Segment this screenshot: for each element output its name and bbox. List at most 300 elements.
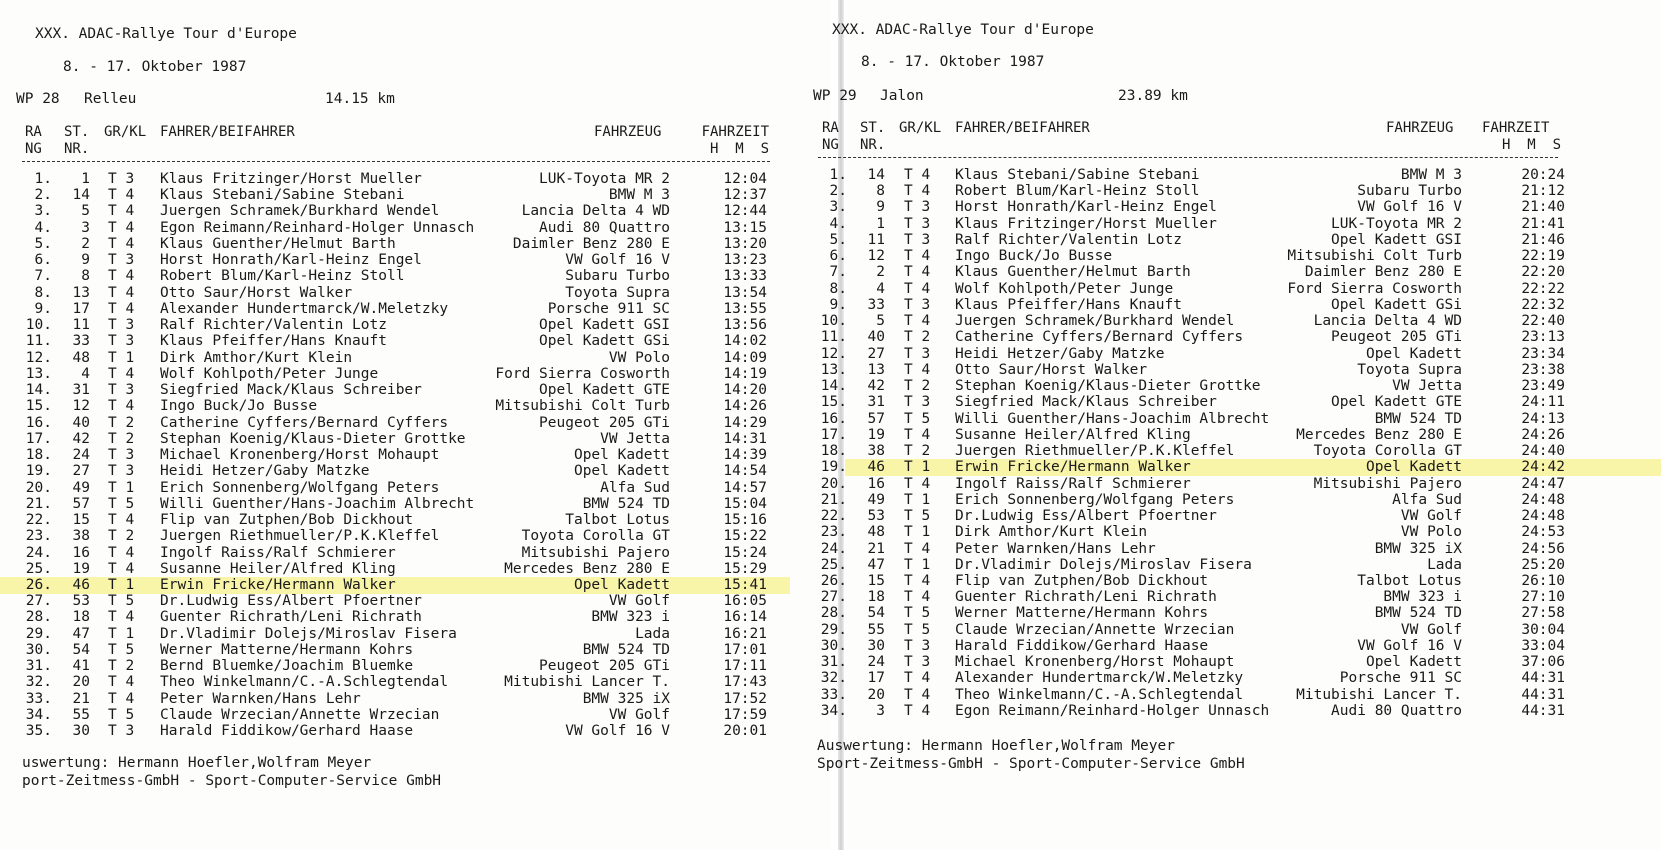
car-cell: Peugeot 205 GTi (539, 414, 670, 431)
table-row (820, 621, 1661, 639)
crew-cell: Otto Saur/Horst Walker (160, 284, 353, 301)
rank-cell: 9. (829, 296, 847, 313)
table-row (829, 183, 1661, 200)
start-number-cell: 48 (72, 349, 90, 366)
start-number-cell: 48 (867, 524, 885, 541)
crew-cell: Heidi Hetzer/Gaby Matzke (160, 463, 370, 480)
rank-cell: 12. (820, 345, 847, 362)
start-number-cell: 53 (867, 508, 885, 525)
crew-cell: Susanne Heiler/Alfred Kling (160, 560, 396, 577)
crew-cell: Flip van Zutphen/Bob Dickhout (160, 512, 414, 529)
start-number-cell: 11 (867, 231, 885, 248)
crew-cell: Dr.Ludwig Ess/Albert Pfoertner (955, 508, 1217, 525)
crew-cell: Theo Winkelmann/C.-A.Schlegtendal (160, 674, 449, 691)
time-cell: 14:26 (723, 398, 767, 415)
car-cell: Porsche 911 SC (547, 300, 670, 317)
table-row-highlighted (0, 577, 790, 594)
header-rule (818, 157, 1558, 158)
rank-cell: 25. (820, 556, 847, 573)
crew-cell: Dirk Amthor/Kurt Klein (955, 524, 1148, 541)
start-number-cell: 57 (867, 410, 885, 427)
car-cell: Mercedes Benz 280 E (1296, 426, 1462, 443)
crew-cell: Flip van Zutphen/Bob Dickhout (955, 573, 1209, 589)
time-cell: 14:39 (723, 447, 767, 464)
time-cell: 16:05 (723, 593, 767, 610)
time-cell: 22:40 (1521, 313, 1565, 330)
crew-cell: Willi Guenther/Hans-Joachim Albrecht (955, 410, 1270, 427)
rank-cell: 13. (820, 361, 847, 378)
crew-cell: Erich Sonnenberg/Wolfgang Peters (955, 491, 1235, 508)
rank-cell: 16. (820, 410, 847, 427)
group-class-cell: T 5 (904, 508, 931, 525)
time-cell: 15:16 (723, 512, 767, 529)
car-cell: BMW 524 TD (1374, 605, 1462, 622)
time-cell: 14:02 (723, 333, 767, 350)
group-class-cell: T 4 (108, 284, 135, 301)
car-cell: Toyota Supra (565, 284, 670, 301)
table-row (0, 431, 790, 448)
crew-cell: Klaus Pfeiffer/Hans Knauft (160, 333, 387, 350)
group-class-cell: T 4 (108, 560, 135, 577)
start-number-cell: 5 (876, 313, 885, 330)
group-class-cell: T 5 (108, 706, 135, 723)
rank-cell: 2. (34, 187, 52, 204)
group-class-cell: T 1 (108, 577, 135, 593)
rank-cell: 6. (34, 252, 52, 269)
group-class-cell: T 1 (904, 491, 931, 508)
table-row (829, 231, 1661, 249)
rank-cell: 16. (25, 414, 52, 431)
start-number-cell: 53 (72, 593, 90, 610)
start-number-cell: 9 (81, 252, 90, 269)
rank-cell: 17. (25, 430, 52, 447)
col-group-header: GR/KL (899, 120, 942, 136)
time-cell: 14:19 (723, 365, 767, 382)
crew-cell: Wolf Kohlpoth/Peter Junge (160, 365, 379, 382)
table-row (820, 329, 1661, 346)
col-car-header: FAHRZEUG (1386, 120, 1454, 136)
table-row (0, 707, 790, 724)
start-number-cell: 55 (72, 706, 90, 723)
stage-number: WP 28 (16, 91, 60, 107)
start-number-cell: 16 (72, 544, 90, 561)
time-cell: 24:48 (1521, 508, 1565, 525)
col-rank-header: RA NG (25, 124, 42, 157)
crew-cell: Robert Blum/Karl-Heinz Stoll (160, 268, 405, 285)
col-rank-header: RA NG (822, 120, 839, 153)
group-class-cell: T 1 (108, 479, 135, 496)
group-class-cell: T 2 (108, 658, 135, 675)
car-cell: Mercedes Benz 280 E (504, 560, 670, 577)
car-cell: BMW 323 i (591, 609, 670, 626)
crew-cell: Werner Matterne/Hermann Kohrs (160, 641, 414, 658)
rank-cell: 25. (25, 560, 52, 577)
group-class-cell: T 4 (904, 361, 931, 378)
event-dates: 8. - 17. Oktober 1987 (63, 59, 247, 75)
time-cell: 21:46 (1521, 231, 1565, 248)
group-class-cell: T 4 (108, 235, 135, 252)
time-cell: 44:31 (1521, 670, 1565, 687)
rank-cell: 32. (25, 674, 52, 691)
rank-cell: 22. (25, 512, 52, 529)
car-cell: VW Polo (1400, 524, 1462, 541)
car-cell: Opel Kadett (573, 463, 670, 480)
table-row (0, 285, 790, 302)
group-class-cell: T 1 (904, 524, 931, 541)
event-title: XXX. ADAC-Rallye Tour d'Europe (832, 22, 1094, 38)
table-row (0, 545, 790, 562)
time-cell: 13:56 (723, 317, 767, 334)
stage-number: WP 29 (813, 88, 857, 104)
start-number-cell: 27 (867, 345, 885, 362)
table-row (820, 524, 1661, 541)
car-cell: Subaru Turbo (565, 268, 670, 285)
start-number-cell: 24 (867, 654, 885, 671)
crew-cell: Otto Saur/Horst Walker (955, 361, 1148, 378)
table-row (0, 480, 790, 497)
group-class-cell: T 3 (904, 231, 931, 248)
start-number-cell: 3 (81, 219, 90, 236)
start-number-cell: 47 (867, 556, 885, 573)
group-class-cell: T 4 (904, 426, 931, 443)
group-class-cell: T 3 (904, 654, 931, 671)
car-cell: VW Golf 16 V (1357, 637, 1462, 654)
table-row (820, 556, 1661, 574)
car-cell: Opel Kadett GSi (1331, 296, 1462, 313)
time-cell: 30:04 (1521, 621, 1565, 638)
table-row (820, 702, 1661, 720)
crew-cell: Michael Kronenberg/Horst Mohaupt (160, 447, 440, 464)
time-cell: 13:15 (723, 219, 767, 236)
group-class-cell: T 3 (904, 199, 931, 216)
time-cell: 16:21 (723, 625, 767, 642)
start-number-cell: 42 (72, 430, 90, 447)
crew-cell: Catherine Cyffers/Bernard Cyffers (160, 414, 449, 431)
table-row (0, 398, 790, 415)
car-cell: Audi 80 Quattro (1331, 702, 1462, 719)
crew-cell: Robert Blum/Karl-Heinz Stoll (955, 183, 1200, 200)
start-number-cell: 12 (867, 248, 885, 265)
car-cell: Opel Kadett (573, 577, 670, 593)
rank-cell: 20. (820, 475, 847, 492)
start-number-cell: 19 (72, 560, 90, 577)
table-row (0, 252, 790, 269)
group-class-cell: T 3 (108, 447, 135, 464)
time-cell: 15:04 (723, 495, 767, 512)
rank-cell: 20. (25, 479, 52, 496)
table-row (0, 203, 790, 220)
table-row (829, 248, 1661, 265)
table-row (820, 410, 1661, 428)
time-cell: 12:44 (723, 203, 767, 220)
table-row (0, 609, 790, 626)
rank-cell: 19. (820, 459, 847, 476)
rank-cell: 23. (25, 528, 52, 545)
rank-cell: 26. (820, 573, 847, 589)
start-number-cell: 4 (876, 280, 885, 297)
rank-cell: 21. (820, 491, 847, 508)
table-row (820, 443, 1661, 460)
table-row (0, 512, 790, 529)
table-row (0, 366, 790, 383)
time-cell: 24:56 (1521, 540, 1565, 557)
rank-cell: 31. (820, 654, 847, 671)
table-row (829, 167, 1661, 184)
crew-cell: Peter Warnken/Hans Lehr (160, 690, 361, 707)
crew-cell: Klaus Pfeiffer/Hans Knauft (955, 296, 1182, 313)
car-cell: BMW 325 iX (582, 690, 670, 707)
rank-cell: 19. (25, 463, 52, 480)
start-number-cell: 33 (867, 296, 885, 313)
time-cell: 14:57 (723, 479, 767, 496)
group-class-cell: T 4 (904, 670, 931, 687)
crew-cell: Ingolf Raiss/Ralf Schmierer (955, 475, 1191, 492)
rank-cell: 9. (34, 300, 52, 317)
table-row (0, 317, 790, 334)
start-number-cell: 2 (876, 264, 885, 281)
group-class-cell: T 1 (108, 625, 135, 642)
start-number-cell: 19 (867, 426, 885, 443)
crew-cell: Juergen Schramek/Burkhard Wendel (160, 203, 440, 220)
group-class-cell: T 4 (108, 300, 135, 317)
car-cell: VW Golf 16 V (565, 723, 670, 740)
time-cell: 20:24 (1521, 167, 1565, 183)
group-class-cell: T 5 (904, 621, 931, 638)
start-number-cell: 5 (81, 203, 90, 220)
start-number-cell: 27 (72, 463, 90, 480)
car-cell: Opel Kadett (1365, 654, 1462, 671)
start-number-cell: 15 (72, 512, 90, 529)
group-class-cell: T 3 (108, 171, 135, 187)
group-class-cell: T 3 (904, 345, 931, 362)
table-row (0, 268, 790, 285)
table-row (820, 589, 1661, 606)
car-cell: Toyota Corolla GT (521, 528, 670, 545)
time-cell: 44:31 (1521, 702, 1565, 719)
start-number-cell: 54 (867, 605, 885, 622)
crew-cell: Harald Fiddikow/Gerhard Haase (955, 637, 1209, 654)
car-cell: LUK-Toyota MR 2 (539, 171, 670, 187)
table-row (820, 654, 1661, 671)
rank-cell: 18. (25, 447, 52, 464)
car-cell: Talbot Lotus (565, 512, 670, 529)
table-row (820, 345, 1661, 363)
time-cell: 17:43 (723, 674, 767, 691)
rank-cell: 14. (820, 378, 847, 395)
col-crew-header: FAHRER/BEIFAHRER (955, 120, 1090, 136)
start-number-cell: 31 (867, 394, 885, 411)
crew-cell: Klaus Stebani/Sabine Stebani (955, 167, 1200, 183)
start-number-cell: 4 (81, 365, 90, 382)
group-class-cell: T 4 (904, 686, 931, 703)
start-number-cell: 18 (867, 589, 885, 606)
group-class-cell: T 4 (108, 609, 135, 626)
car-cell: Talbot Lotus (1357, 573, 1462, 589)
table-row (820, 426, 1661, 444)
start-number-cell: 13 (72, 284, 90, 301)
start-number-cell: 41 (72, 658, 90, 675)
table-row (0, 171, 790, 188)
table-row (0, 382, 790, 399)
start-number-cell: 49 (72, 479, 90, 496)
crew-cell: Guenter Richrath/Leni Richrath (160, 609, 422, 626)
time-cell: 17:52 (723, 690, 767, 707)
start-number-cell: 13 (867, 361, 885, 378)
time-cell: 14:29 (723, 414, 767, 431)
car-cell: Subaru Turbo (1357, 183, 1462, 200)
group-class-cell: T 4 (108, 674, 135, 691)
start-number-cell: 40 (72, 414, 90, 431)
group-class-cell: T 2 (904, 378, 931, 395)
table-row (829, 280, 1661, 298)
group-class-cell: T 5 (108, 641, 135, 658)
car-cell: VW Jetta (600, 430, 670, 447)
table-row (829, 215, 1661, 233)
car-cell: Lada (635, 625, 670, 642)
group-class-cell: T 3 (108, 252, 135, 269)
group-class-cell: T 4 (108, 268, 135, 285)
rank-cell: 21. (25, 495, 52, 512)
crew-cell: Erwin Fricke/Hermann Walker (955, 459, 1191, 476)
time-cell: 27:10 (1521, 589, 1565, 606)
start-number-cell: 21 (867, 540, 885, 557)
group-class-cell: T 4 (108, 398, 135, 415)
crew-cell: Susanne Heiler/Alfred Kling (955, 426, 1191, 443)
group-class-cell: T 4 (904, 167, 931, 183)
table-row (0, 333, 790, 350)
car-cell: VW Golf (1400, 508, 1462, 525)
crew-cell: Willi Guenther/Hans-Joachim Albrecht (160, 495, 475, 512)
time-cell: 25:20 (1521, 556, 1565, 573)
start-number-cell: 8 (876, 183, 885, 200)
time-cell: 14:54 (723, 463, 767, 480)
crew-cell: Alexander Hundertmarck/W.Meletzky (955, 670, 1244, 687)
crew-cell: Erwin Fricke/Hermann Walker (160, 577, 396, 593)
rank-cell: 7. (34, 268, 52, 285)
group-class-cell: T 3 (108, 317, 135, 334)
start-number-cell: 30 (867, 637, 885, 654)
table-row (820, 670, 1661, 687)
start-number-cell: 16 (867, 475, 885, 492)
rank-cell: 11. (25, 333, 52, 350)
car-cell: Mitubishi Lancer T. (1296, 686, 1462, 703)
stage-name: Jalon (880, 88, 924, 104)
table-row (0, 593, 790, 610)
start-number-cell: 30 (72, 723, 90, 740)
car-cell: Toyota Corolla GT (1313, 443, 1462, 460)
table-row (0, 415, 790, 432)
col-nr-header: ST. NR. (64, 124, 90, 157)
table-row (820, 686, 1661, 704)
car-cell: Audi 80 Quattro (539, 219, 670, 236)
header-rule (22, 161, 770, 162)
time-cell: 27:58 (1521, 605, 1565, 622)
crew-cell: Harald Fiddikow/Gerhard Haase (160, 723, 414, 740)
group-class-cell: T 4 (108, 365, 135, 382)
crew-cell: Werner Matterne/Hermann Kohrs (955, 605, 1209, 622)
group-class-cell: T 5 (108, 495, 135, 512)
group-class-cell: T 2 (108, 430, 135, 447)
time-cell: 13:33 (723, 268, 767, 285)
group-class-cell: T 3 (904, 394, 931, 411)
group-class-cell: T 2 (904, 329, 931, 346)
crew-cell: Dr.Vladimir Dolejs/Miroslav Fisera (160, 625, 457, 642)
crew-cell: Theo Winkelmann/C.-A.Schlegtendal (955, 686, 1244, 703)
start-number-cell: 49 (867, 491, 885, 508)
rank-cell: 1. (34, 171, 52, 187)
table-row (820, 491, 1661, 509)
car-cell: Lada (1427, 556, 1462, 573)
rank-cell: 32. (820, 670, 847, 687)
time-cell: 44:31 (1521, 686, 1565, 703)
rank-cell: 28. (25, 609, 52, 626)
crew-cell: Catherine Cyffers/Bernard Cyffers (955, 329, 1244, 346)
group-class-cell: T 4 (904, 313, 931, 330)
start-number-cell: 40 (867, 329, 885, 346)
group-class-cell: T 5 (904, 605, 931, 622)
rank-cell: 23. (820, 524, 847, 541)
table-row (0, 350, 790, 367)
group-class-cell: T 2 (904, 443, 931, 460)
time-cell: 23:38 (1521, 361, 1565, 378)
time-cell: 13:23 (723, 252, 767, 269)
car-cell: Opel Kadett (1365, 459, 1462, 476)
start-number-cell: 20 (867, 686, 885, 703)
start-number-cell: 47 (72, 625, 90, 642)
rank-cell: 34. (820, 702, 847, 719)
table-row (0, 236, 790, 253)
rank-cell: 18. (820, 443, 847, 460)
rank-cell: 30. (25, 641, 52, 658)
car-cell: Opel Kadett (573, 447, 670, 464)
crew-cell: Ingo Buck/Jo Busse (160, 398, 318, 415)
car-cell: Lancia Delta 4 WD (521, 203, 670, 220)
time-cell: 21:40 (1521, 199, 1565, 216)
car-cell: VW Polo (608, 349, 670, 366)
time-cell: 22:19 (1521, 248, 1565, 265)
right-results-page (813, 0, 1661, 850)
group-class-cell: T 3 (904, 215, 931, 232)
start-number-cell: 24 (72, 447, 90, 464)
rank-cell: 30. (820, 637, 847, 654)
rank-cell: 31. (25, 658, 52, 675)
event-dates: 8. - 17. Oktober 1987 (861, 54, 1045, 70)
table-row (829, 264, 1661, 281)
crew-cell: Klaus Guenther/Helmut Barth (955, 264, 1191, 281)
crew-cell: Klaus Fritzinger/Horst Mueller (160, 171, 422, 187)
group-class-cell: T 4 (904, 573, 931, 589)
group-class-cell: T 4 (904, 248, 931, 265)
car-cell: Porsche 911 SC (1339, 670, 1462, 687)
crew-cell: Egon Reimann/Reinhard-Holger Unnasch (160, 219, 475, 236)
time-cell: 24:48 (1521, 491, 1565, 508)
rank-cell: 12. (25, 349, 52, 366)
crew-cell: Klaus Fritzinger/Horst Mueller (955, 215, 1217, 232)
start-number-cell: 15 (867, 573, 885, 589)
start-number-cell: 55 (867, 621, 885, 638)
start-number-cell: 42 (867, 378, 885, 395)
table-row (820, 540, 1661, 558)
start-number-cell: 9 (876, 199, 885, 216)
rank-cell: 8. (829, 280, 847, 297)
crew-cell: Dirk Amthor/Kurt Klein (160, 349, 353, 366)
start-number-cell: 31 (72, 382, 90, 399)
car-cell: Ford Sierra Cosworth (495, 365, 670, 382)
time-cell: 14:20 (723, 382, 767, 399)
time-cell: 24:11 (1521, 394, 1565, 411)
group-class-cell: T 4 (904, 183, 931, 200)
table-row (0, 691, 790, 708)
